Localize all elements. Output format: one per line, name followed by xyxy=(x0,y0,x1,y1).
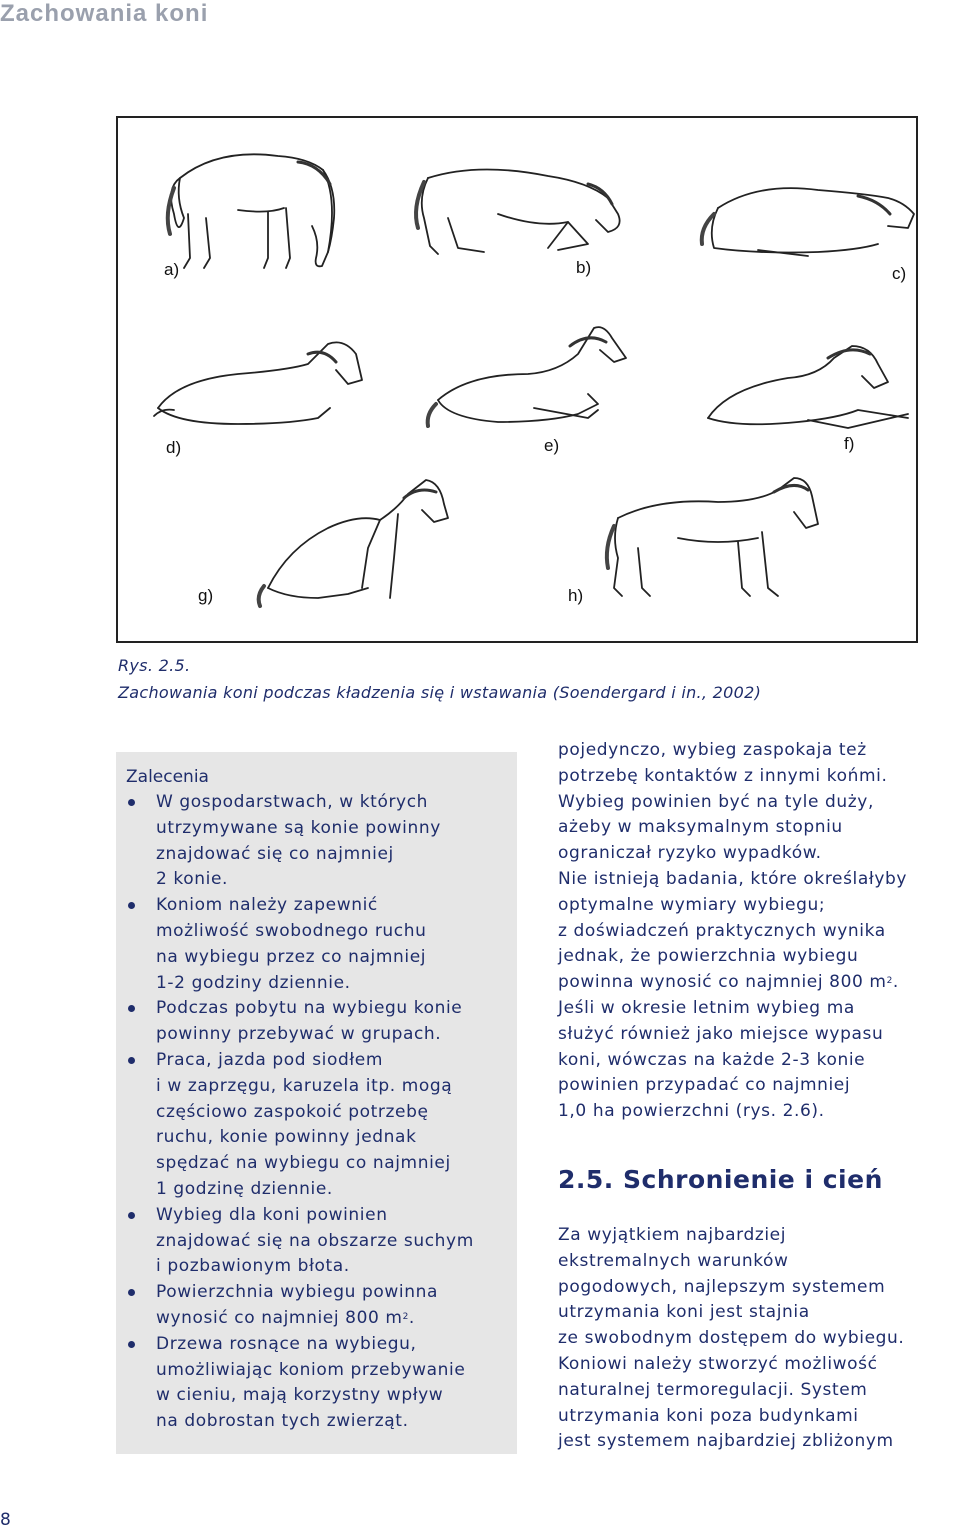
horse-sketch-e xyxy=(428,327,626,426)
recommendation-text-tail: . xyxy=(408,1307,415,1328)
superscript-2: 2 xyxy=(402,1311,409,1322)
recommendation-text: W gospodarstwach, w których utrzymywane są konie powinny znajdować się co najmniej 2 konie. xyxy=(156,792,441,890)
panel-label-h: h) xyxy=(568,586,584,605)
paragraph-2 xyxy=(558,867,953,1125)
page-header xyxy=(0,0,960,30)
recommendations-box xyxy=(116,752,517,1454)
panel-label-g: g) xyxy=(198,586,214,605)
recommendation-item xyxy=(126,1048,517,1203)
horse-sketch-c xyxy=(702,188,914,256)
panel-label-d: d) xyxy=(166,438,182,457)
recommendation-text: Powierzchnia wybiegu powinna wynosić co najmniej 800 m xyxy=(156,1282,438,1328)
recommendation-text: Podczas pobytu na wybiegu konie powinny przebywać w grupach. xyxy=(156,998,463,1045)
bullet-icon xyxy=(128,1057,135,1064)
recommendation-item xyxy=(126,1332,517,1435)
figure-caption xyxy=(118,652,761,706)
horse-sketch-f xyxy=(708,346,908,428)
panel-label-b: b) xyxy=(576,258,592,277)
horse-sketch-a xyxy=(168,154,335,268)
bullet-icon xyxy=(128,1005,135,1012)
right-column xyxy=(558,738,953,1455)
paragraph-1: pojedynczo, wybieg zaspokaja też potrzebę kontaktów z innymi końmi. Wybieg powinien być na tyle duży, ażeby w maksymalnym stopniu ograniczał ryzyko wypadków. xyxy=(558,740,888,864)
figure-caption-text: Zachowania koni podczas kładzenia się i wstawania (Soendergard i in., 2002) xyxy=(118,683,762,702)
figure-caption-number: Rys. 2.5. xyxy=(118,656,191,675)
recommendation-item xyxy=(126,790,517,893)
bullet-icon xyxy=(128,902,135,909)
paragraph-2-tail: . Jeśli w okresie letnim wybieg ma służyć również jako miejsce wypasu koni, wówczas na każde 2-3 konie powinien przypadać co najmniej 1,0 ha powierzchni (rys. 2.6). xyxy=(558,972,899,1122)
recommendations-title: Zalecenia xyxy=(126,767,209,787)
horse-sketch-g xyxy=(259,480,448,606)
bullet-icon xyxy=(128,799,135,806)
superscript-2: 2 xyxy=(886,976,893,987)
recommendations-list xyxy=(126,790,517,1435)
section-heading: 2.5. Schronienie i cień xyxy=(558,1164,883,1194)
paragraph-2-text: Nie istnieją badania, które określałyby optymalne wymiary wybiegu; z doświadczeń praktycznych wynika jednak, że powierzchnia wybiegu powinna wynosić co najmniej 800 m xyxy=(558,868,908,993)
recommendation-text: Wybieg dla koni powinien znajdować się na obszarze suchym i pozbawionym błota. xyxy=(156,1204,474,1277)
bullet-icon xyxy=(128,1289,135,1296)
page-header-title: Zachowania koni xyxy=(0,0,209,27)
figure-horse-behaviour xyxy=(116,116,918,643)
panel-label-f: f) xyxy=(844,434,855,453)
panel-label-c: c) xyxy=(892,264,907,283)
recommendation-item xyxy=(126,996,517,1048)
recommendation-text: Praca, jazda pod siodłem i w zaprzęgu, karuzela itp. mogą częściowo zaspokoić potrzebę ruchu, konie powinny jednak spędzać na wybiegu co najmniej 1 godzinę dziennie. xyxy=(156,1049,453,1199)
recommendation-item xyxy=(126,1280,517,1332)
paragraph-3: Za wyjątkiem najbardziej ekstremalnych warunków pogodowych, najlepszym systemem utrzymania koni jest stajnia ze swobodnym dostępem do wybiegu. Koniowi należy stworzyć możliwość naturalnej termoregulacji. System utrzymania koni poza budynkami jest systemem najbardziej zbliżonym xyxy=(558,1224,905,1452)
bullet-icon xyxy=(128,1212,135,1219)
bullet-icon xyxy=(128,1341,135,1348)
recommendation-item xyxy=(126,1203,517,1280)
horse-sketch-h xyxy=(607,478,818,596)
recommendation-item xyxy=(126,893,517,996)
panel-label-e: e) xyxy=(544,436,560,455)
horse-sketch-d xyxy=(154,342,362,424)
panel-label-a: a) xyxy=(164,260,180,279)
page-number: 8 xyxy=(0,1510,11,1530)
horse-sketch-b xyxy=(416,169,620,254)
horse-sketches-illustration xyxy=(118,118,916,641)
recommendation-text: Drzewa rosnące na wybiegu, umożliwiając koniom przebywanie w cieniu, mają korzystny wpływ na dobrostan tych zwierząt. xyxy=(156,1333,466,1432)
recommendation-text: Koniom należy zapewnić możliwość swobodnego ruchu na wybiegu przez co najmniej 1-2 godziny dziennie. xyxy=(156,895,427,993)
